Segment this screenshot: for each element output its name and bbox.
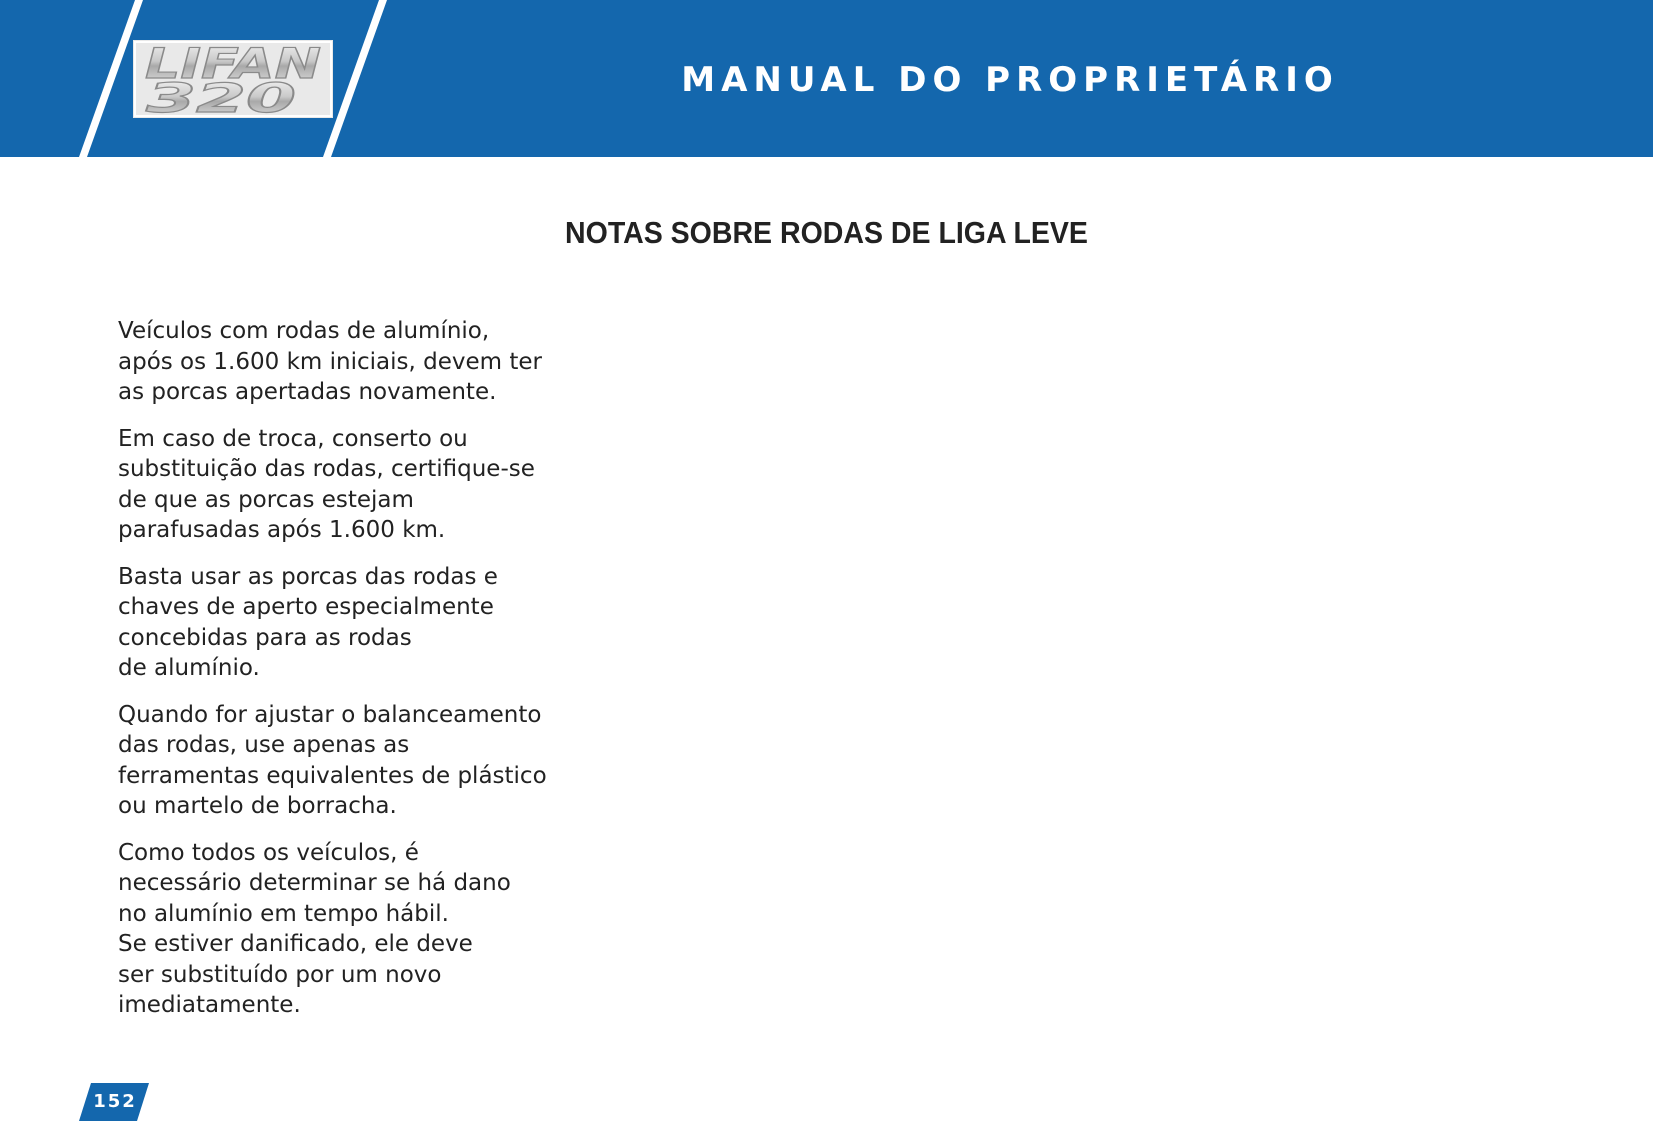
- page-title: NOTAS SOBRE RODAS DE LIGA LEVE: [565, 214, 1088, 250]
- header-banner: [0, 0, 1653, 157]
- paragraph-wheel-replacement: Em caso de troca, conserto ou substituição das rodas, certifique-se de que as porcas estejam parafusadas após 1.600 km.: [118, 425, 535, 543]
- paragraph-special-nuts: Basta usar as porcas das rodas e chaves de aperto especialmente concebidas para as rodas de alumínio.: [118, 563, 498, 681]
- paragraph-retighten-nuts: Veículos com rodas de alumínio, após os 1.600 km iniciais, devem ter as porcas apertadas novamente.: [118, 318, 542, 405]
- body-text: [118, 316, 588, 1037]
- paragraph-damage-check: Como todos os veículos, é necessário determinar se há dano no alumínio em tempo hábil. Se estiver danificado, ele deve ser substituído por um novo imediatamente.: [118, 839, 511, 1018]
- page-number: 152: [93, 1091, 137, 1112]
- lifan-320-logo: [133, 40, 333, 118]
- paragraph-balancing-tools: Quando for ajustar o balanceamento das rodas, use apenas as ferramentas equivalentes de plástico ou martelo de borracha.: [118, 701, 547, 819]
- manual-title: MANUAL DO PROPRIETÁRIO: [681, 60, 1339, 100]
- svg-text:320: 320: [146, 76, 296, 118]
- page-number-badge: [79, 1083, 149, 1121]
- svg-text:LIFAN: LIFAN: [145, 40, 321, 88]
